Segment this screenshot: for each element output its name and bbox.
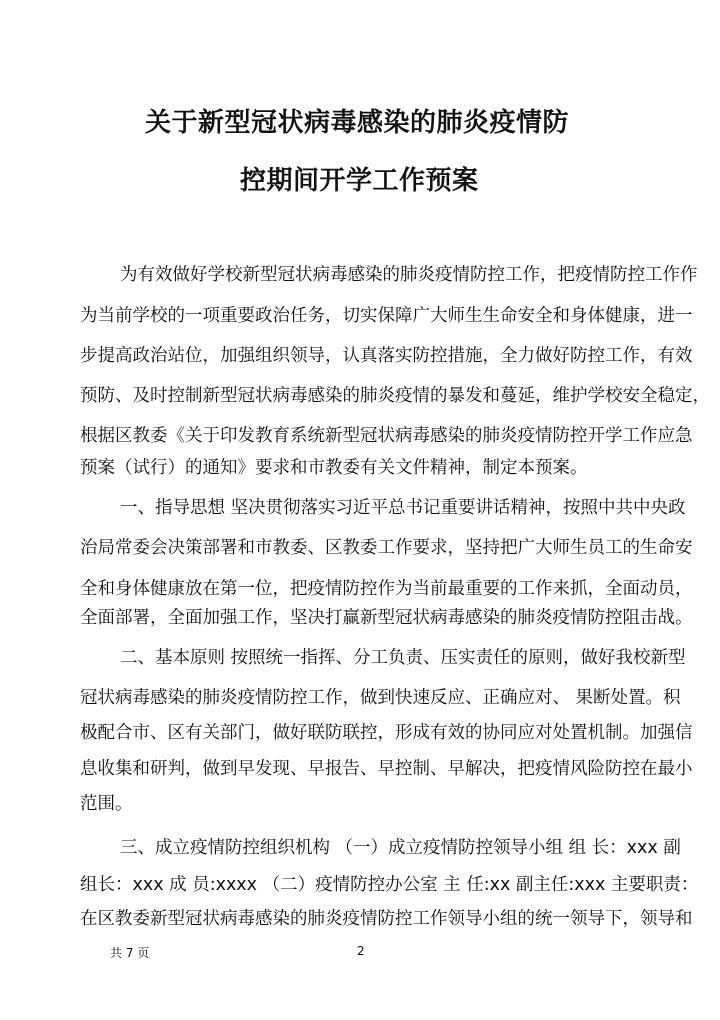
paragraph-line: 组长：xxx 成 员:xxxx （二）疫情防控办公室 主 任:xx 副主任:xxx 主要职责：: [80, 875, 699, 895]
footer-total-pages: 共 7 页: [110, 946, 150, 960]
paragraph-line: 全面部署，全面加强工作，坚决打赢新型冠状病毒感染的肺炎疫情防控阻击战。: [80, 608, 693, 628]
paragraph-line: 为有效做好学校新型冠状病毒感染的肺炎疫情防控工作，把疫情防控工作作: [120, 265, 698, 285]
paragraph-line: 根据区教委《关于印发教育系统新型冠状病毒感染的肺炎疫情防控开学工作应急: [80, 426, 693, 446]
document-title-line-2: 控期间开学工作预案: [240, 166, 479, 196]
paragraph-line: 在区教委新型冠状病毒感染的肺炎疫情防控工作领导小组的统一领导下，领导和: [80, 909, 693, 929]
paragraph-line: 预案（试行）的通知》要求和市教委有关文件精神，制定本预案。: [80, 458, 588, 478]
paragraph-line: 冠状病毒感染的肺炎疫情防控工作，做到快速反应、正确应对、 果断处置。积: [80, 688, 681, 708]
paragraph-line: 一、指导思想 坚决贯彻落实习近平总书记重要讲话精神，按照中共中央政: [120, 498, 686, 518]
footer-page-number: 2: [357, 944, 365, 958]
paragraph-line: 步提高政治站位，加强组织领导，认真落实防控措施，全力做好防控工作，有效: [80, 346, 693, 366]
paragraph-line: 三、成立疫情防控组织机构 （一）成立疫情防控领导小组 组 长：xxx 副: [120, 838, 681, 858]
paragraph-line: 极配合市、区有关部门，做好联防联控，形成有效的协同应对处置机制。加强信: [80, 723, 693, 743]
paragraph-line: 息收集和研判，做到早发现、早报告、早控制、早解决，把疫情风险防控在最小: [80, 759, 693, 779]
paragraph-line: 为当前学校的一项重要政治任务，切实保障广大师生生命安全和身体健康，进一: [80, 306, 693, 326]
paragraph-line: 预防、及时控制新型冠状病毒感染的肺炎疫情的暴发和蔓延，维护学校安全稳定，: [80, 386, 710, 406]
paragraph-line: 二、基本原则 按照统一指挥、分工负责、压实责任的原则，做好我校新型: [120, 648, 686, 668]
paragraph-line: 全和身体健康放在第一位，把疫情防控作为当前最重要的工作来抓，全面动员，: [80, 579, 693, 599]
document-title-line-1: 关于新型冠状病毒感染的肺炎疫情防: [145, 108, 570, 138]
paragraph-line: 范围。: [80, 794, 133, 814]
paragraph-line: 治局常委会决策部署和市教委、区教委工作要求，坚持把广大师生员工的生命安: [80, 538, 693, 558]
